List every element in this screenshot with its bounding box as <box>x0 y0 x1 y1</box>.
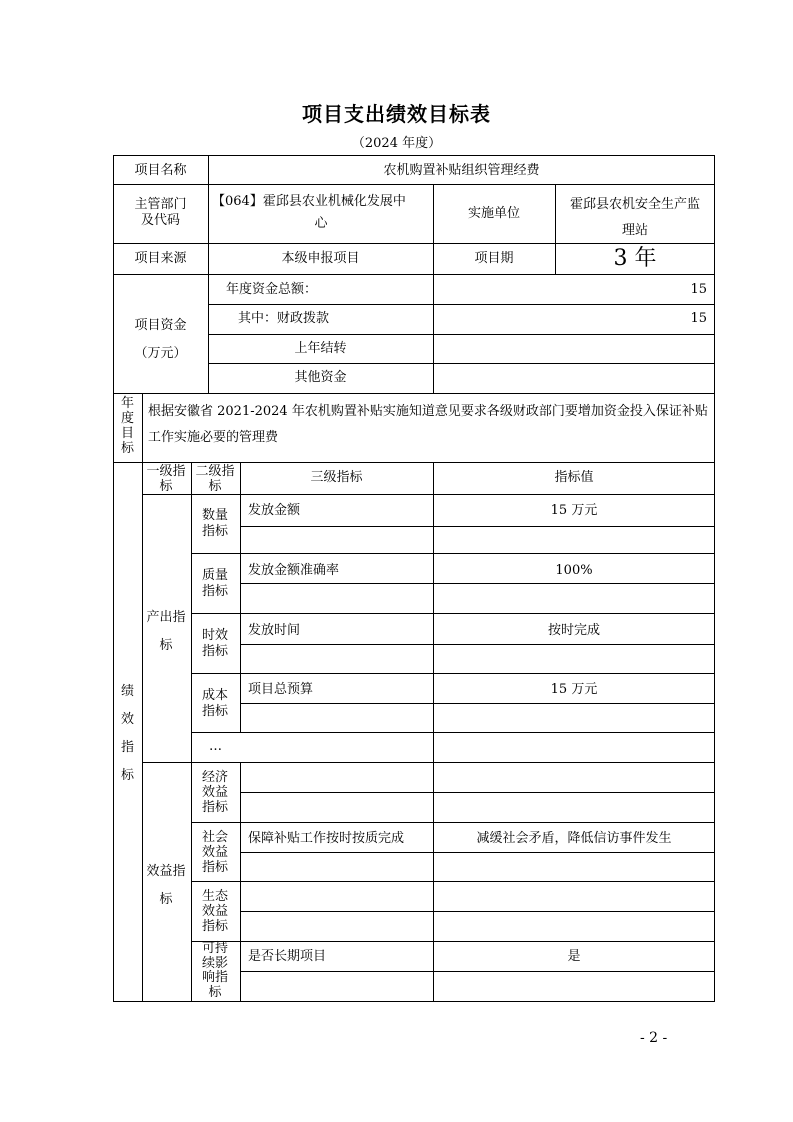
project-name-value: 农机购置补贴组织管理经费 <box>383 163 540 178</box>
funds-carryover-label: 上年结转 <box>294 341 347 356</box>
page-number: - 2 - <box>640 1030 668 1046</box>
row-line <box>208 363 715 364</box>
funds-label <box>113 312 208 368</box>
row-line <box>191 613 715 614</box>
row-line <box>191 822 715 823</box>
col-line <box>142 393 143 1002</box>
row-line <box>191 941 715 942</box>
row-line <box>191 553 715 554</box>
row-line <box>240 792 715 793</box>
col-line <box>208 155 209 393</box>
social-benefit-value: 减缓社会矛盾，降低信访事件发生 <box>476 831 672 846</box>
col-line <box>191 462 192 1002</box>
level1-header: 一级指标 <box>146 464 186 494</box>
row-line <box>191 881 715 882</box>
performance-indicators-label: 绩效指标 <box>120 684 134 783</box>
row-line <box>142 762 715 763</box>
row-line <box>240 644 715 645</box>
dept-label-line1: 主管部门 <box>134 197 187 212</box>
row-line <box>142 494 715 495</box>
funds-label-line1: 项目资金 <box>134 318 187 333</box>
page-title: 项目支出绩效目标表 <box>302 102 491 126</box>
row-line <box>240 971 715 972</box>
sustainability-value: 是 <box>567 949 581 964</box>
cost-indicator-label: 成本指标 <box>201 688 228 719</box>
quantity-indicator-name: 发放金额 <box>248 503 301 518</box>
annual-goal-text: 根据安徽省 2021-2024 年农机购置补贴实施知道意见要求各级财政部门要增加资金投入保证补贴工作实施必要的管理费 <box>148 404 708 445</box>
row-line <box>240 583 715 584</box>
row-line <box>240 703 715 704</box>
level3-header: 三级指标 <box>310 470 363 485</box>
timeliness-indicator-name: 发放时间 <box>248 623 301 638</box>
dept-value-line1: 【064】霍邱县农业机械化发展中 <box>212 194 406 209</box>
row-line <box>208 304 715 305</box>
funds-fiscal-value: 15 <box>690 311 707 326</box>
value-header: 指标值 <box>554 470 594 485</box>
funds-other-label: 其他资金 <box>294 370 347 385</box>
page-subtitle: （2024 年度） <box>351 136 442 151</box>
sustainability-label: 可持续影响指标 <box>201 941 228 1000</box>
row-line <box>191 732 715 733</box>
source-value: 本级申报项目 <box>281 251 360 266</box>
row-line <box>240 911 715 912</box>
dept-label <box>113 197 208 229</box>
funds-label-line2: （万元） <box>134 346 187 361</box>
timeliness-indicator-value: 按时完成 <box>547 623 600 638</box>
quality-indicator-value: 100% <box>555 563 593 578</box>
economic-benefit-label: 经济效益指标 <box>201 770 228 815</box>
funds-total-label: 年度资金总额： <box>226 282 318 297</box>
timeliness-indicator-label: 时效指标 <box>201 628 228 659</box>
col-line <box>240 462 241 732</box>
benefit-indicators-label: 效益指标 <box>146 864 186 907</box>
social-benefit-label: 社会效益指标 <box>201 830 228 875</box>
col-line <box>433 462 434 1002</box>
cost-indicator-value: 15 万元 <box>550 682 598 697</box>
dept-value-line2: 心 <box>314 216 328 231</box>
output-indicators-label: 产出指标 <box>146 610 186 653</box>
source-label: 项目来源 <box>134 251 187 266</box>
dept-value <box>212 191 430 235</box>
impl-label: 实施单位 <box>467 206 520 221</box>
row-line <box>113 393 715 394</box>
impl-value <box>555 192 715 244</box>
period-label: 项目期 <box>474 251 514 266</box>
level2-header: 二级指标 <box>195 464 235 494</box>
quality-indicator-label: 质量指标 <box>201 568 228 599</box>
quality-indicator-name: 发放金额准确率 <box>248 563 340 578</box>
row-line <box>113 184 715 185</box>
impl-value-line1: 霍邱县农机安全生产监 <box>569 197 700 212</box>
annual-goal-label: 年度目标 <box>120 396 134 456</box>
quantity-indicator-label: 数量指标 <box>201 508 228 539</box>
ecological-benefit-label: 生态效益指标 <box>201 889 228 934</box>
ellipsis-label: … <box>209 739 222 754</box>
row-line <box>240 526 715 527</box>
row-line <box>113 462 715 463</box>
funds-total-value: 15 <box>690 282 707 297</box>
funds-fiscal-label: 其中：财政拨款 <box>238 311 330 326</box>
quantity-indicator-value: 15 万元 <box>550 503 598 518</box>
period-value: 3 年 <box>613 246 657 271</box>
project-name-label: 项目名称 <box>134 163 187 178</box>
col-line <box>240 762 241 1002</box>
impl-value-line2: 理站 <box>621 223 648 238</box>
cost-indicator-name: 项目总预算 <box>248 682 314 697</box>
social-benefit-name: 保障补贴工作按时按质完成 <box>248 831 405 846</box>
sustainability-name: 是否长期项目 <box>248 949 327 964</box>
row-line <box>240 852 715 853</box>
row-line <box>191 673 715 674</box>
row-line <box>113 274 715 275</box>
row-line <box>208 334 715 335</box>
dept-label-line2: 及代码 <box>140 213 180 228</box>
